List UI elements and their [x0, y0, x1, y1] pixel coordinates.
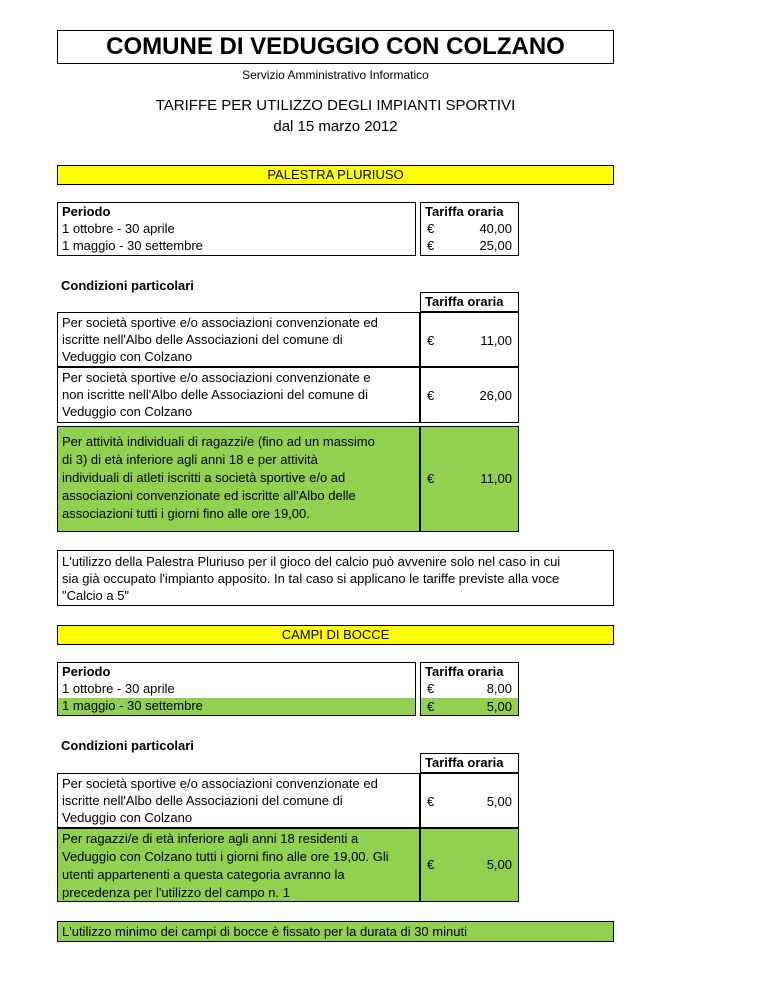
note-line: "Calcio a 5"	[62, 588, 130, 603]
euro-symbol: €	[427, 221, 435, 236]
condition-rate	[420, 367, 519, 423]
note-line: L'utilizzo della Palestra Pluriuso per il gioco del calcio può avvenire solo nel caso in cui	[62, 554, 561, 569]
condition-line: iscritte nell'Albo delle Associazioni del comune di	[62, 332, 343, 347]
condition-rate	[420, 828, 519, 902]
condition-line: di 3) di età inferiore agli anni 18 e per attività	[62, 452, 318, 467]
condition-line: associazioni convenzionate ed iscritte all'Albo delle	[62, 488, 356, 503]
page-subtitle: Servizio Amministrativo Informatico	[242, 68, 429, 82]
condition-line: individuali di atleti iscritti a società sportive e/o ad	[62, 470, 346, 485]
euro-symbol: €	[427, 681, 435, 696]
condition-line: Veduggio con Colzano	[62, 349, 193, 364]
section-title-bocce: CAMPI DI BOCCE	[57, 625, 614, 645]
document-heading: TARIFFE PER UTILIZZO DEGLI IMPIANTI SPORTIVI	[155, 97, 516, 114]
rate-amount: 8,00	[486, 681, 512, 696]
condition-line: Veduggio con Colzano tutti i giorni fino alle ore 19,00. Gli	[62, 849, 389, 864]
euro-symbol: €	[427, 333, 435, 348]
condition-line: precedenza per l'utilizzo del campo n. 1	[62, 885, 290, 900]
section-title-palestra: PALESTRA PLURIUSO	[57, 165, 614, 185]
period-label: 1 maggio - 30 settembre	[62, 238, 203, 253]
bocce-period-table	[57, 662, 416, 716]
condition-line: Veduggio con Colzano	[62, 404, 193, 419]
period-header: Periodo	[62, 204, 111, 219]
palestra-period-table	[57, 202, 416, 256]
period-label: 1 ottobre - 30 aprile	[62, 221, 175, 236]
rate-amount: 26,00	[479, 388, 512, 403]
condition-line: associazioni tutti i giorni fino alle ore 19,00.	[62, 506, 310, 521]
rate-header: Tariffa oraria	[425, 204, 504, 219]
condition-line: Per società sportive e/o associazioni convenzionate ed	[62, 315, 378, 330]
rate-row	[421, 237, 518, 254]
euro-symbol: €	[427, 699, 435, 714]
condition-text	[57, 367, 420, 423]
conditions-title: Condizioni particolari	[61, 278, 194, 293]
bocce-rate-table	[420, 662, 519, 716]
euro-symbol: €	[427, 471, 435, 486]
rate-amount: 11,00	[480, 471, 512, 486]
period-header: Periodo	[62, 664, 111, 679]
condition-line: non iscritte nell'Albo delle Associazioni del comune di	[62, 387, 368, 402]
rate-row	[421, 680, 518, 697]
rate-row	[421, 698, 518, 715]
period-label: 1 maggio - 30 settembre	[62, 698, 203, 713]
condition-line: Per società sportive e/o associazioni convenzionate ed	[62, 776, 378, 791]
condition-line: iscritte nell'Albo delle Associazioni del comune di	[62, 793, 343, 808]
condition-rate	[420, 312, 519, 367]
condition-line: Per attività individuali di ragazzi/e (fino ad un massimo	[62, 434, 375, 449]
rate-row	[421, 220, 518, 237]
condition-rate	[420, 773, 519, 828]
rate-header: Tariffa oraria	[425, 664, 504, 679]
euro-symbol: €	[427, 388, 435, 403]
condition-text	[57, 426, 420, 532]
condition-text	[57, 773, 420, 828]
rate-amount: 5,00	[486, 699, 512, 714]
condition-line: Veduggio con Colzano	[62, 810, 193, 825]
condition-line: Per ragazzi/e di età inferiore agli anni 18 residenti a	[62, 831, 359, 846]
condition-rate	[420, 426, 519, 532]
euro-symbol: €	[427, 794, 435, 809]
bocce-note	[57, 921, 614, 942]
conditions-rate-header: Tariffa oraria	[420, 753, 519, 773]
period-label: 1 ottobre - 30 aprile	[62, 681, 175, 696]
euro-symbol: €	[427, 238, 435, 253]
rate-amount: 25,00	[479, 238, 512, 253]
condition-line: utenti appartenenti a questa categoria avranno la	[62, 867, 345, 882]
rate-amount: 5,00	[486, 857, 512, 872]
rate-amount: 11,00	[480, 333, 512, 348]
palestra-note	[57, 550, 614, 606]
condition-text	[57, 828, 420, 902]
palestra-rate-table	[420, 202, 519, 256]
document-date: dal 15 marzo 2012	[273, 118, 398, 135]
euro-symbol: €	[427, 857, 435, 872]
rate-amount: 5,00	[486, 794, 512, 809]
rate-amount: 40,00	[479, 221, 512, 236]
condition-line: Per società sportive e/o associazioni convenzionate e	[62, 370, 371, 385]
conditions-title: Condizioni particolari	[61, 738, 194, 753]
condition-text	[57, 312, 420, 367]
note-line: L'utilizzo minimo dei campi di bocce è fissato per la durata di 30 minuti	[62, 924, 467, 939]
page-title: COMUNE DI VEDUGGIO CON COLZANO	[57, 30, 614, 64]
note-line: sia già occupato l'impianto apposito. In tal caso si applicano le tariffe previste alla voce	[62, 571, 560, 586]
conditions-rate-header: Tariffa oraria	[420, 292, 519, 312]
